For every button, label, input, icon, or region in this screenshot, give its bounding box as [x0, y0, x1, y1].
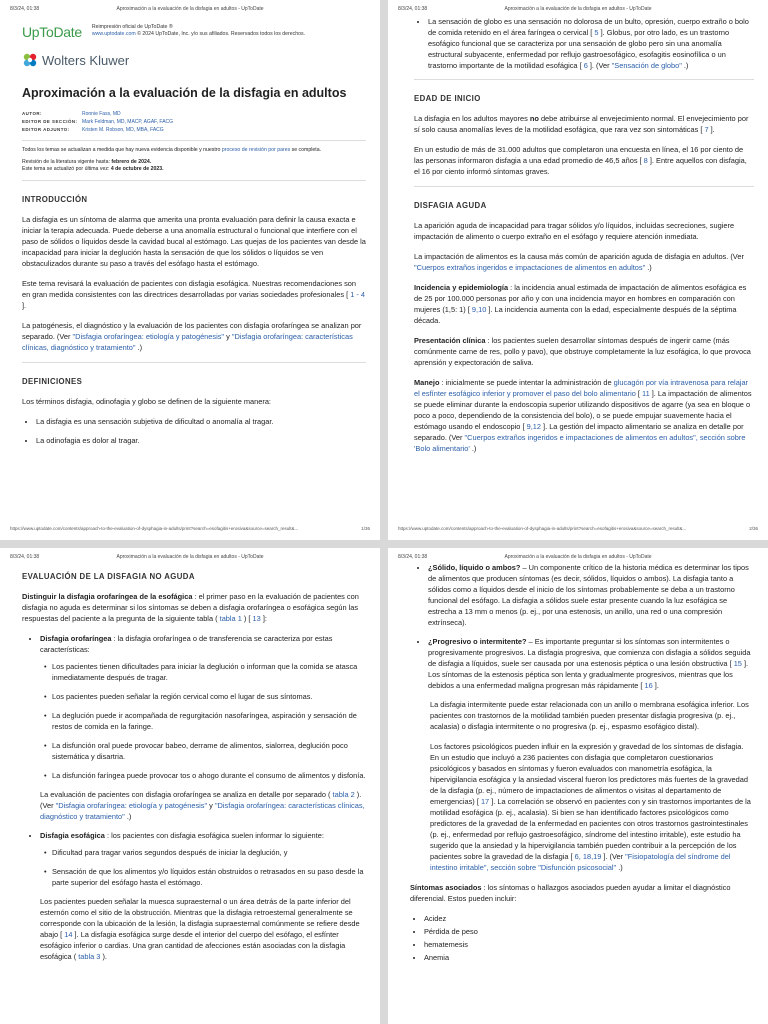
page-3: [0, 548, 380, 1024]
reprint-notice: Reimpresión oficial de UpToDate ® www.uptodate.com © 2024 UpToDate, Inc. y/o sus afiliados. Reservados todos los derechos.: [91, 24, 306, 37]
topic-link[interactable]: "Cuerpos extraños ingeridos e impactaciones de alimentos en adultos", sección sobre 'Bolo alimentario': [414, 433, 746, 453]
topic-link[interactable]: "Disfagia orofaríngea: características clínicas, diagnóstico y tratamiento": [40, 801, 365, 821]
last-updated: Este tema se actualizó por última vez: 4 de octubre de 2023.: [22, 166, 164, 172]
print-header: 8/3/24, 01:38 Aproximación a la evaluación de la disfagia en adultos - UpToDate: [398, 554, 652, 560]
topic-link[interactable]: "Disfagia orofaríngea: características clínicas, diagnóstico y tratamiento": [22, 331, 353, 352]
topic-link[interactable]: "Sensación de globo": [611, 61, 682, 70]
management-paragraph: Manejo : inicialmente se puede intentar la administración de glucagón por vía intravenosa para relajar el esfínter esofágico inferior y promover el paso del bolo alimentario [ 11 ]. La impactación de alimentos se puede eliminar durante la endoscopia superior utilizando dispositivos de agarre (ya sea en bloque o poco a poco, dependiendo de la consistencia del bolo), o se puede empujar suavemente hacia el estómago usando el endoscopio [ 9,12 ]. La gestión del impacto alimentario se analiza en detalle por separado. (Ver "Cuerpos extraños ingeridos e impactaciones de alimentos en adultos", sección sobre 'Bolo alimentario' .): [414, 378, 752, 453]
page-2-content: [414, 16, 754, 520]
page-1: [0, 0, 380, 540]
uptodate-logo[interactable]: UpToDate: [22, 24, 82, 40]
globus-list: [414, 16, 754, 71]
associated-symptoms-list: [410, 913, 754, 963]
ref-link[interactable]: 14: [64, 930, 73, 939]
wolters-kluwer-logo: Wolters Kluwer: [22, 52, 366, 68]
review-date: Revisión de la literatura vigente hasta: febrero de 2024.: [22, 158, 152, 165]
brand-row: [22, 24, 366, 40]
print-footer: https://www.uptodate.com/contents/approach-to-the-evaluation-of-dysphagia-in-adults/print?search=esofagitis+erosiva&source=search_result&... 2/36: [398, 526, 758, 531]
list-item: • La disfagia es una sensación subjetiva de dificultad o anomalía al tragar.: [36, 416, 366, 427]
wolters-kluwer-icon: [22, 52, 38, 68]
distinguish-paragraph: Distinguir la disfagia orofaríngea de la esofágica : el primer paso en la evaluación de pacientes con disfagia no aguda es determinar si los síntomas se deben a disfagia orofaríngea o esofágica según las respuestas del paciente a la pregunta de la siguiente tabla ( tabla 1 ) [ 13 ]:: [22, 592, 359, 623]
ref-link[interactable]: 16: [644, 681, 653, 690]
oro-eval-paragraph: La evaluación de pacientes con disfagia orofaríngea se analiza en detalle por separado ( tabla 2 ). (Ver "Disfagia orofaríngea: etiología y patogénesis" y "Disfagia orofaríngea: características clínicas, diagnóstico y tratamiento" .): [40, 790, 365, 821]
drug-link[interactable]: glucagón por vía intravenosa para relajar el esfínter esofágico inferior y promover el paso del bolo alimentario: [414, 378, 749, 398]
list-item: • ¿Sólido, líquido o ambos? – Un componente crítico de la historia médica es determinar los tipos de alimentos que producen síntomas (es decir, sólidos, líquidos o ambos). La disfagia tanto a sólidos como a líquidos desde el inicio de los síntomas probablemente se deba a un trastorno funcional del esófago. La disfagia a sólidos suele estar presente cuando la luz esofágica se estrecha a 13 mm o menos (p. ej., por una estenosis, un anillo, una red o una compresión extrínseca).: [428, 562, 754, 628]
acute-paragraph-2: La impactación de alimentos es la causa más común de aparición aguda de disfagia en adultos. (Ver "Cuerpos extraños ingeridos e impactaciones de alimentos en adultos" .): [414, 252, 744, 272]
psychological-paragraph: Los factores psicológicos pueden influir en la expresión y gravedad de los síntomas de disfagia. En un estudio que incluyó a 236 pacientes con disfagia que completaron cuestionarios psicológicos y basados en síntomas y fueron evaluados con manometría esofágica, la hipervigilancia esofágica y la ansiedad visceral fueron los predictores más fuertes de la gravedad de la disfagia (p. ej., número de impactaciones de alimentos o visitas al departamento de emergencias) [ 17 ]. La correlación se observó en pacientes con y sin trastornos importantes de la motilidad esofágica (p. ej., acalasia). Si bien se han identificado factores psicológicos como predictores de la gravedad de la enfermedad en pacientes con otros trastornos gastrointestinales (p. ej., enfermedad por reflujo gastroesofágico, síndrome del intestino irritable), este estudio ha sugerido que la ansiedad y la hipervigilancia también pueden contribuir a la percepción de los pacientes sobre la gravedad de la disfagia [ 6, 18,19 ]. (Ver "Fisiopatología del síndrome del intestino irritable", sección sobre "Disfunción psicosocial" .): [430, 742, 751, 872]
definitions-intro: Los términos disfagia, odinofagia y globo se definen de la siguiente manera:: [22, 396, 271, 406]
associated-symptoms-paragraph: Síntomas asociados : los síntomas o hallazgos asociados pueden ayudar a limitar el diagnóstico diferencial. Estos pueden incluir:: [410, 883, 731, 903]
definitions-list: [22, 416, 366, 446]
print-url: https://www.uptodate.com/contents/approach-to-the-evaluation-of-dysphagia-in-adults/print?search=esofagitis+erosiva&source=search_result&...: [10, 526, 299, 531]
ref-link[interactable]: 5: [594, 28, 599, 37]
ref-link[interactable]: 15: [733, 659, 742, 668]
ref-link[interactable]: 11: [642, 389, 650, 398]
list-item: • La sensación de globo es una sensación no dolorosa de un bulto, opresión, cuerpo extraño o bolo de comida retenido en el área faríngea o cervical [ 5 ]. Globus, por otro lado, es un trastorno esofágico funcional que se caracteriza por una sensación de globo pero sin una anomalía estructural subyacente, enfermedad por reflujo gastroesofágico, esofagitis eosinofílica o un trastorno importante de la motilidad esofágica [ 6 ]. (Ver "Sensación de globo" .): [428, 16, 754, 71]
table-link[interactable]: tabla 3: [78, 952, 101, 961]
list-item: • hematemesis: [424, 939, 754, 950]
age-paragraph-2: En un estudio de más de 31.000 adultos que completaron una encuesta en línea, el 16 por ciento de las personas informaron disfagia a una edad promedio de 46,5 años [ 8 ]. Entre aquellos con disfagia, el 16 por ciento informó síntomas graves.: [414, 145, 747, 176]
ref-link[interactable]: 13: [252, 614, 261, 623]
epidemiology-paragraph: Incidencia y epidemiología : la incidencia anual estimada de impactación de alimentos esofágica es de 25 por 100.000 personas por año y con una incidencia mayor en hombres en comparación con mujeres (1,5: 1) [ 9,10 ]. La incidencia aumenta con la edad, especialmente después de la séptima década.: [414, 283, 747, 325]
list-item: • Anemia: [424, 952, 754, 963]
intermittent-paragraph: La disfagia intermitente puede estar relacionada con un anillo o membrana esofágica inferior. Los pacientes con trastornos de la motilidad también pueden presentar disfagia progresiva (p. ej., acalasia) o disfagia intermitente o no progresiva (p. ej., espasmo esofágico distal).: [430, 700, 749, 731]
ref-link[interactable]: 8: [643, 156, 648, 165]
print-header: 8/3/24, 01:38 Aproximación a la evaluación de la disfagia en adultos - UpToDate: [10, 554, 264, 560]
esophageal-paragraph: Los pacientes pueden señalar la muesca supraesternal o un área detrás de la parte inferior del esternón como el sitio de la obstrucción. Mientras que la disfagia retroesternal generalmente se corresponde con la ubicación de la lesión, la disfagia supraesternal comúnmente se refiere desde abajo [ 14 ]. La disfagia esofágica surge desde el interior del cuerpo del esófago, el esfínter esofágico inferior o cardias. Una gran cantidad de afecciones están asociadas con la disfagia esofágica ( tabla 3 ).: [40, 897, 360, 961]
print-header: [10, 6, 370, 16]
table-link[interactable]: tabla 2: [332, 790, 355, 799]
dysphagia-types-list: [22, 633, 366, 962]
print-footer: [10, 526, 370, 534]
author-link[interactable]: Ronnie Fass, MD: [82, 111, 121, 117]
list-item: • La odinofagia es dolor al tragar.: [36, 435, 366, 446]
intro-paragraph-3: La patogénesis, el diagnóstico y la evaluación de los pacientes con disfagia orofaríngea se analizan por separado. (Ver "Disfagia orofaríngea: etiología y patogénesis" y "Disfagia orofaríngea: características clínicas, diagnóstico y tratamiento" .): [22, 320, 362, 352]
print-date: 8/3/24, 01:38: [10, 6, 40, 12]
list-item: • Acidez: [424, 913, 754, 924]
uptodate-link[interactable]: www.uptodate.com: [91, 31, 136, 37]
ref-link[interactable]: 9,10: [471, 305, 487, 314]
intro-paragraph-1: La disfagia es un síntoma de alarma que amerita una pronta evaluación para definir la causa exacta e iniciar la terapia adecuada. Puede deberse a una anomalía estructural o funcional que interfiere con el paso de sólidos o líquidos desde la cavidad bucal al estómago. Las quejas de los pacientes van desde la incapacidad para iniciar la deglución hasta la sensación de que los sólidos o líquidos se ven obstaculizados durante su paso a través del esófago hasta el estómago.: [22, 214, 366, 268]
update-note: Todos los temas se actualizan a medida que hay nueva evidencia disponible y nuestro proceso de revisión por pares se completa.: [22, 147, 322, 153]
table-link[interactable]: tabla 1: [219, 614, 242, 623]
ref-link[interactable]: 1 - 4: [350, 289, 366, 299]
article-credits: AUTOR: Ronnie Fass, MD EDITOR DE SECCIÓN: Mark Feldman, MD, MACP, AGAF, FACG EDITOR ADJUNTO: Kristen M. Robson, MD, MBA, FACG: [22, 111, 174, 133]
ref-link[interactable]: 6: [583, 61, 588, 70]
deputy-editor-link[interactable]: Kristen M. Robson, MD, MBA, FACG: [82, 127, 164, 133]
list-item: • ¿Progresivo o intermitente? – Es importante preguntar si los síntomas son intermitentes o progresivamente progresivos. La disfagia progresiva, que comienza con disfagia a sólidos seguida de disfagia a líquidos, suele ser causada por una estenosis péptica o una lesión obstructiva [ 15 ]. Los síntomas de la estenosis péptica son lenta y gradualmente progresivos, mientras que los debidos a una enfermedad maligna progresan más rápidamente [ 16 ].: [428, 636, 754, 691]
list-item: • Disfagia esofágica : los pacientes con disfagia esofágica suelen informar lo siguiente: • Dificultad para tragar varios segundos después de iniciar la deglución, y • Sensación de que los alimentos y/o líquidos están obstruidos o retrasados en su paso desde la parte superior del esófago hasta el estómago. Los pacientes pueden señalar la muesca supraesternal o un área detrás de la parte inferior del esternón como el sitio de la obstrucción. Mientras que la disfagia retroesternal generalmente se corresponde con la ubicación de la lesión, la disfagia supraesternal comúnmente se refiere desde abajo [ 14 ]. La disfagia esofágica surge desde el interior del cuerpo del esófago, el esfínter esofágico inferior o cardias. Una gran cantidad de afecciones están asociadas con la disfagia esofágica ( tabla 3 ).: [40, 830, 366, 962]
page-1-content: [22, 20, 366, 520]
page-3-content: [22, 568, 366, 1024]
topic-link[interactable]: "Disfagia orofaríngea: etiología y patogénesis": [72, 331, 225, 341]
ref-link[interactable]: 6, 18,19: [574, 852, 602, 861]
heading-acute-dysphagia: DISFAGIA AGUDA: [414, 201, 487, 210]
topic-link[interactable]: "Fisiopatología del síndrome del intestino irritable", sección sobre "Disfunción psicosocial": [430, 852, 731, 872]
ref-link[interactable]: 7: [704, 125, 709, 134]
print-header: 8/3/24, 01:38 Aproximación a la evaluación de la disfagia en adultos - UpToDate: [398, 6, 652, 12]
article-title: Aproximación a la evaluación de la disfagia en adultos: [22, 86, 347, 100]
history-list: [410, 562, 754, 691]
list-item: • Pérdida de peso: [424, 926, 754, 937]
intro-paragraph-2: Este tema revisará la evaluación de pacientes con disfagia esofágica. Nuestras recomendaciones son en gran medida consistentes con las directrices desarrolladas por varias sociedades profesionales [ 1 - 4 ].: [22, 278, 366, 310]
ref-link[interactable]: 9,12: [526, 422, 541, 431]
age-paragraph-1: La disfagia en los adultos mayores no debe atribuirse al envejecimiento normal. El envejecimiento por sí solo causa anomalías leves de la motilidad esofágica, que rara vez son sintomáticas [ 7 ].: [414, 114, 749, 134]
page-4: [388, 548, 768, 1024]
peer-review-link[interactable]: proceso de revisión por pares: [221, 147, 291, 153]
heading-age-onset: EDAD DE INICIO: [414, 94, 481, 103]
page-2: [388, 0, 768, 540]
heading-introduction: INTRODUCCIÓN: [22, 194, 88, 204]
print-title: Aproximación a la evaluación de la disfagia en adultos - UpToDate: [116, 6, 264, 12]
section-editor-link[interactable]: Mark Feldman, MD, MACP, AGAF, FACG: [82, 119, 174, 125]
ref-link[interactable]: 17: [480, 797, 490, 806]
topic-link[interactable]: "Disfagia orofaríngea: etiología y patogénesis": [55, 801, 208, 810]
list-item: • Disfagia orofaríngea : la disfagia orofaríngea o de transferencia se caracteriza por estas características: • Los pacientes tienen dificultades para iniciar la deglución o informan que la comida se atasca inmediatamente después de tragar. • Los pacientes pueden señalar la región cervical como el lugar de sus síntomas. • La deglución puede ir acompañada de regurgitación nasofaríngea, aspiración y sensación de restos de comida en la faringe. • La disfunción oral puede provocar babeo, derrame de alimentos, sialorrea, deglución poco sistemática y disartria. • La disfunción faríngea puede provocar tos o ahogo durante el consumo de alimentos y disfonía. La evaluación de pacientes con disfagia orofaríngea se analiza en detalle por separado ( tabla 2 ). (Ver "Disfagia orofaríngea: etiología y patogénesis" y "Disfagia orofaríngea: características clínicas, diagnóstico y tratamiento" .): [40, 633, 366, 822]
clinical-paragraph: Presentación clínica : los pacientes suelen desarrollar síntomas después de ingerir carne (más comúnmente carne de res, pollo y pavo), que obstruye completamente la luz esofágica, lo que provoca aprensión y expectoración de saliva.: [414, 336, 751, 367]
heading-nonacute: EVALUACIÓN DE LA DISFAGIA NO AGUDA: [22, 572, 195, 581]
topic-link[interactable]: "Cuerpos extraños ingeridos e impactaciones de alimentos en adultos": [414, 263, 646, 272]
page-4-content: [410, 562, 754, 1024]
heading-definitions: DEFINICIONES: [22, 376, 83, 386]
acute-paragraph-1: La aparición aguda de incapacidad para tragar sólidos y/o líquidos, incluidas secreciones, sugiere impactación de alimento o cuerpo extraño en el esófago y requiere atención inmediata.: [414, 221, 735, 241]
page-number: 1/36: [361, 526, 370, 531]
